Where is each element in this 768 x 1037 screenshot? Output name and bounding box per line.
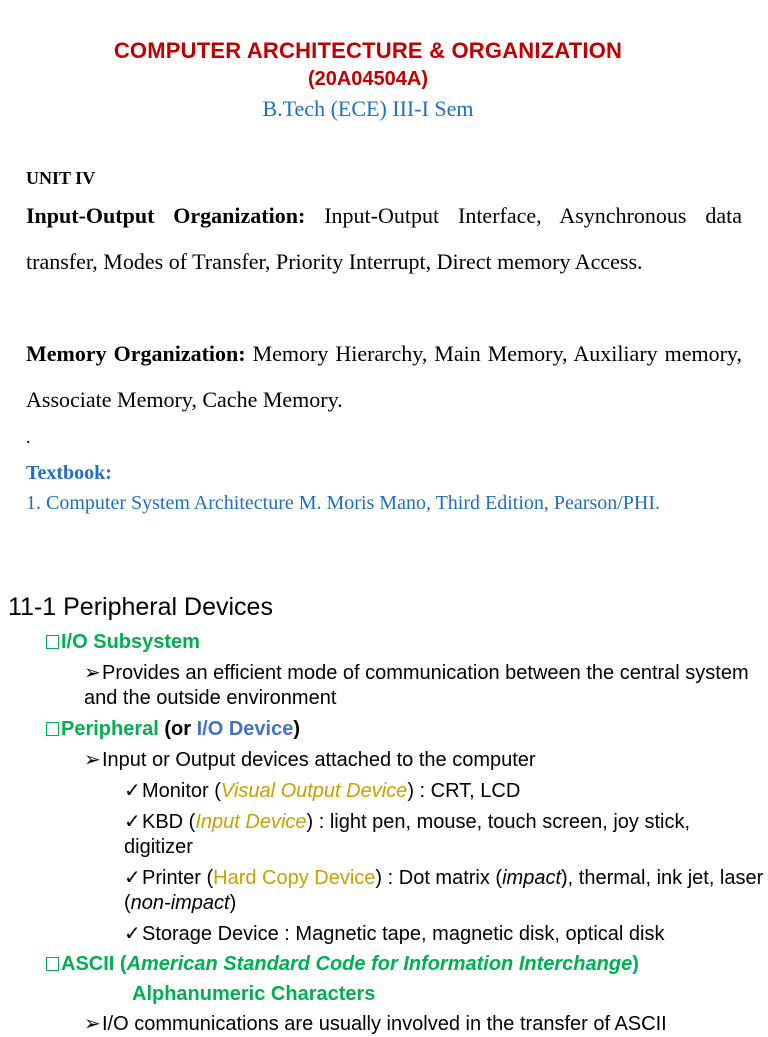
- arrow-bullet-icon: ➢: [84, 749, 101, 771]
- check-bullet-icon: ✓: [124, 867, 141, 889]
- course-name: B.Tech (ECE) III-I Sem: [262, 96, 474, 121]
- device-kbd: ✓KBD (Input Device) : light pen, mouse, touch screen, joy stick, digitizer: [124, 811, 691, 858]
- bullet-ascii: ASCII (American Standard Code for Information Interchange): [46, 953, 639, 976]
- device-printer: ✓Printer (Hard Copy Device) : Dot matrix (impact), thermal, ink jet, laser (non-impact): [124, 867, 764, 914]
- square-bullet-icon: [46, 635, 59, 649]
- course-code: (20A04504A): [307, 68, 429, 90]
- io-device-label: I/O Device: [196, 718, 294, 740]
- memory-organization-label: Memory Organization:: [26, 341, 246, 366]
- io-organization-text: Input-Output Interface, Asynchronous data transfer, Modes of Transfer, Priority Interrupt, Direct memory Access.: [26, 203, 742, 274]
- unit-label: UNIT IV: [26, 168, 96, 188]
- square-bullet-icon: [46, 722, 59, 736]
- check-bullet-icon: ✓: [124, 780, 141, 802]
- ascii-full-name: American Standard Code for Information Interchange: [126, 953, 633, 975]
- separator-dot: .: [26, 427, 31, 447]
- memory-organization-text: Memory Hierarchy, Main Memory, Auxiliary memory, Associate Memory, Cache Memory.: [26, 341, 743, 412]
- textbook-heading: Textbook:: [26, 462, 112, 484]
- alphanumeric-label: Alphanumeric Characters: [132, 983, 376, 1005]
- arrow-bullet-icon: ➢: [84, 1013, 101, 1035]
- io-organization-paragraph: [26, 193, 742, 285]
- check-bullet-icon: ✓: [124, 923, 141, 945]
- check-bullet-icon: ✓: [124, 811, 141, 833]
- arrow-bullet-icon: ➢: [84, 662, 101, 684]
- square-bullet-icon: [46, 957, 59, 971]
- memory-organization-paragraph: [26, 331, 742, 423]
- section-title: 11-1 Peripheral Devices: [8, 593, 273, 621]
- document-title: COMPUTER ARCHITECTURE & ORGANIZATION: [113, 38, 623, 63]
- textbook-entry: 1. Computer System Architecture M. Moris Mano, Third Edition, Pearson/PHI.: [26, 492, 661, 514]
- io-subsystem-label: I/O Subsystem: [61, 631, 200, 653]
- ascii-description-cut: ➢I/O communications are usually involved in the transfer of ASCII: [84, 1013, 667, 1035]
- peripheral-description: ➢Input or Output devices attached to the computer: [84, 749, 536, 771]
- bullet-peripheral: Peripheral (or I/O Device): [46, 718, 300, 741]
- io-organization-label: Input-Output Organization:: [26, 203, 306, 228]
- peripheral-label: Peripheral: [61, 718, 159, 740]
- io-subsystem-description: ➢Provides an efficient mode of communication between the central system and the outside environment: [84, 662, 749, 709]
- bullet-io-subsystem: [46, 631, 200, 654]
- device-monitor: ✓Monitor (Visual Output Device) : CRT, LCD: [124, 780, 521, 802]
- device-storage: ✓Storage Device : Magnetic tape, magnetic disk, optical disk: [124, 923, 665, 945]
